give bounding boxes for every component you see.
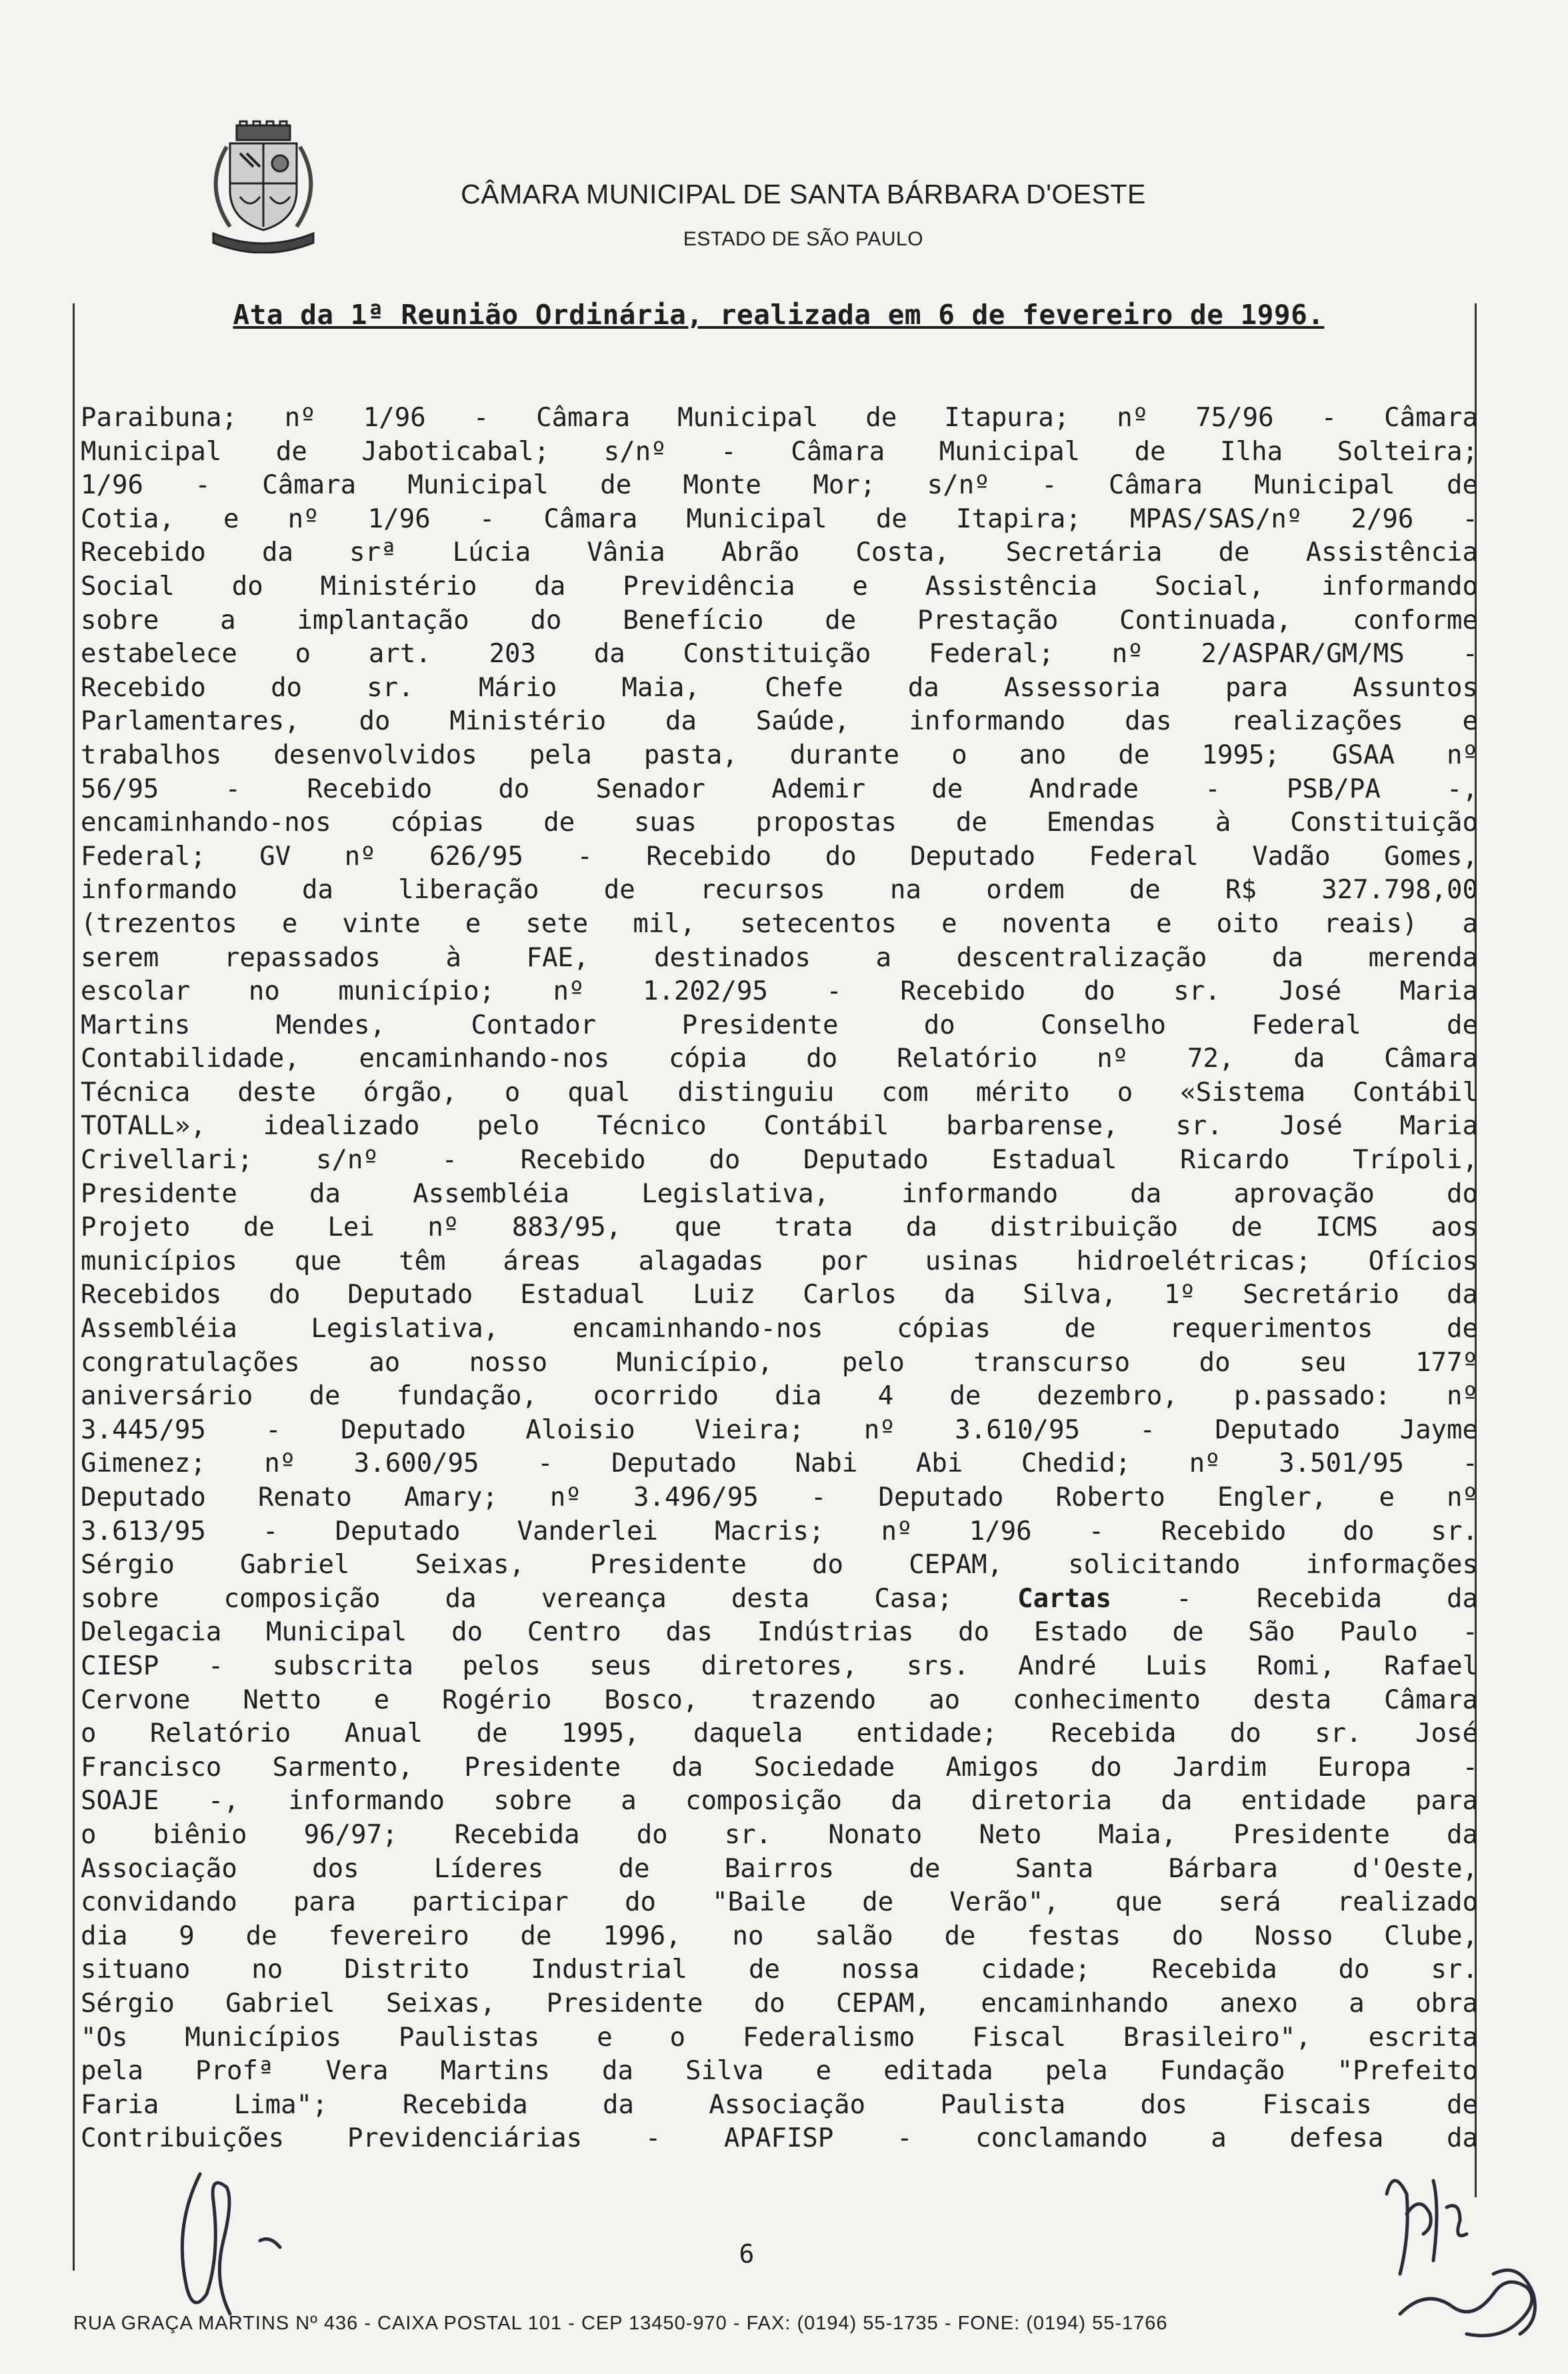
- text-line: 56/95 - Recebido do Senador Ademir de Andrade - PSB/PA -,: [81, 774, 1478, 804]
- text-line: convidando para participar do "Baile de Verão", que será realizado: [81, 1887, 1478, 1918]
- text-line: sobre composição da vereança desta Casa; Cartas - Recebida da: [81, 1583, 1478, 1614]
- text-line: Deputado Renato Amary; nº 3.496/95 - Deputado Roberto Engler, e nº: [81, 1482, 1478, 1512]
- text-line: situano no Distrito Industrial de nossa cidade; Recebida do sr.: [81, 1955, 1478, 1985]
- state-name: ESTADO DE SÃO PAULO: [683, 228, 924, 250]
- text-line: Sérgio Gabriel Seixas, Presidente do CEPAM, solicitando informações: [81, 1550, 1478, 1580]
- text-line: (trezentos e vinte e sete mil, setecentos e noventa e oito reais) a: [81, 908, 1478, 939]
- text-line: Crivellari; s/nº - Recebido do Deputado Estadual Ricardo Trípoli,: [81, 1145, 1478, 1176]
- text-line: Associação dos Líderes de Bairros de Santa Bárbara d'Oeste,: [81, 1853, 1478, 1884]
- text-line: CIESP - subscrita pelos seus diretores, srs. André Luis Romi, Rafael: [81, 1650, 1478, 1681]
- document-body: [81, 401, 1478, 2156]
- text-line: sobre a implantação do Benefício de Prestação Continuada, conforme: [81, 605, 1478, 636]
- left-margin-rule: [73, 303, 75, 2271]
- municipal-coat-of-arms-icon: [200, 120, 327, 253]
- text-line: trabalhos desenvolvidos pela pasta, durante o ano de 1995; GSAA nº: [81, 740, 1478, 770]
- text-line: Delegacia Municipal do Centro das Indústrias do Estado de São Paulo -: [81, 1617, 1478, 1648]
- text-line: Cervone Netto e Rogério Bosco, trazendo ao conhecimento desta Câmara: [81, 1684, 1478, 1715]
- text-line: escolar no município; nº 1.202/95 - Recebido do sr. José Maria: [81, 976, 1478, 1007]
- letterhead: [0, 0, 1568, 313]
- text-line: Cotia, e nº 1/96 - Câmara Municipal de Itapira; MPAS/SAS/nº 2/96 -: [81, 503, 1478, 534]
- text-line: encaminhando-nos cópias de suas propostas de Emendas à Constituição: [81, 808, 1478, 838]
- organization-name: CÂMARA MUNICIPAL DE SANTA BÁRBARA D'OESTE: [461, 179, 1146, 209]
- text-line: Federal; GV nº 626/95 - Recebido do Deputado Federal Vadão Gomes,: [81, 841, 1478, 872]
- text-line: Social do Ministério da Previdência e Assistência Social, informando: [81, 571, 1478, 602]
- text-line: Recebidos do Deputado Estadual Luiz Carlos da Silva, 1º Secretário da: [81, 1280, 1478, 1310]
- text-line: SOAJE -, informando sobre a composição da diretoria da entidade para: [81, 1786, 1478, 1817]
- text-line: dia 9 de fevereiro de 1996, no salão de festas do Nosso Clube,: [81, 1921, 1478, 1951]
- text-line: congratulações ao nosso Município, pelo transcurso do seu 177º: [81, 1347, 1478, 1378]
- text-line: Contribuições Previdenciárias - APAFISP - conclamando a defesa da: [81, 2123, 1478, 2154]
- text-line: Municipal de Jaboticabal; s/nº - Câmara Municipal de Ilha Solteira;: [81, 436, 1478, 467]
- text-line: Assembléia Legislativa, encaminhando-nos cópias de requerimentos de: [81, 1314, 1478, 1344]
- text-line: "Os Municípios Paulistas e o Federalismo Fiscal Brasileiro", escrita: [81, 2022, 1478, 2053]
- text-line: Sérgio Gabriel Seixas, Presidente do CEPAM, encaminhando anexo a obra: [81, 1988, 1478, 2019]
- text-line: Recebido da srª Lúcia Vânia Abrão Costa, Secretária de Assistência: [81, 537, 1478, 568]
- text-line: serem repassados à FAE, destinados a descentralização da merenda: [81, 942, 1478, 973]
- text-line: Recebido do sr. Mário Maia, Chefe da Assessoria para Assuntos: [81, 672, 1478, 703]
- text-line: Paraibuna; nº 1/96 - Câmara Municipal de Itapura; nº 75/96 - Câmara: [81, 403, 1478, 433]
- text-line: estabelece o art. 203 da Constituição Federal; nº 2/ASPAR/GM/MS -: [81, 639, 1478, 670]
- text-line: Projeto de Lei nº 883/95, que trata da distribuição de ICMS aos: [81, 1212, 1478, 1243]
- text-line: Martins Mendes, Contador Presidente do Conselho Federal de: [81, 1010, 1478, 1040]
- text-line: municípios que têm áreas alagadas por usinas hidroelétricas; Ofícios: [81, 1246, 1478, 1276]
- text-line: 3.445/95 - Deputado Aloisio Vieira; nº 3.610/95 - Deputado Jayme: [81, 1414, 1478, 1445]
- text-line: 3.613/95 - Deputado Vanderlei Macris; nº 1/96 - Recebido do sr.: [81, 1516, 1478, 1546]
- text-line: pela Profª Vera Martins da Silva e editada pela Fundação "Prefeito: [81, 2056, 1478, 2087]
- signature-bottom-right: [1360, 2154, 1567, 2374]
- footer-address: RUA GRAÇA MARTINS Nº 436 - CAIXA POSTAL 101 - CEP 13450-970 - FAX: (0194) 55-1735 - FONE: (0194) 55-1766: [73, 2313, 1168, 2334]
- signature-bottom-left: [160, 2161, 307, 2334]
- text-line: Faria Lima"; Recebida da Associação Paulista dos Fiscais de: [81, 2089, 1478, 2120]
- text-line: Presidente da Assembléia Legislativa, informando da aprovação do: [81, 1178, 1478, 1209]
- text-line: TOTALL», idealizado pelo Técnico Contábil barbarense, sr. José Maria: [81, 1111, 1478, 1142]
- text-line: aniversário de fundação, ocorrido dia 4 de dezembro, p.passado: nº: [81, 1381, 1478, 1412]
- text-line: o Relatório Anual de 1995, daquela entidade; Recebida do sr. José: [81, 1718, 1478, 1749]
- text-line: Parlamentares, do Ministério da Saúde, informando das realizações e: [81, 706, 1478, 737]
- text-line: o biênio 96/97; Recebida do sr. Nonato Neto Maia, Presidente da: [81, 1819, 1478, 1850]
- page-number: 6: [739, 2239, 755, 2269]
- text-line: Gimenez; nº 3.600/95 - Deputado Nabi Abi Chedid; nº 3.501/95 -: [81, 1448, 1478, 1479]
- text-line: 1/96 - Câmara Municipal de Monte Mor; s/nº - Câmara Municipal de: [81, 470, 1478, 501]
- text-line: Técnica deste órgão, o qual distinguiu com mérito o «Sistema Contábil: [81, 1077, 1478, 1108]
- document-title: Ata da 1ª Reunião Ordinária, realizada em 6 de fevereiro de 1996.: [233, 299, 1325, 331]
- text-line: informando da liberação de recursos na ordem de R$ 327.798,00: [81, 875, 1478, 906]
- text-line: Contabilidade, encaminhando-nos cópia do Relatório nº 72, da Câmara: [81, 1044, 1478, 1074]
- text-line: Francisco Sarmento, Presidente da Sociedade Amigos do Jardim Europa -: [81, 1752, 1478, 1783]
